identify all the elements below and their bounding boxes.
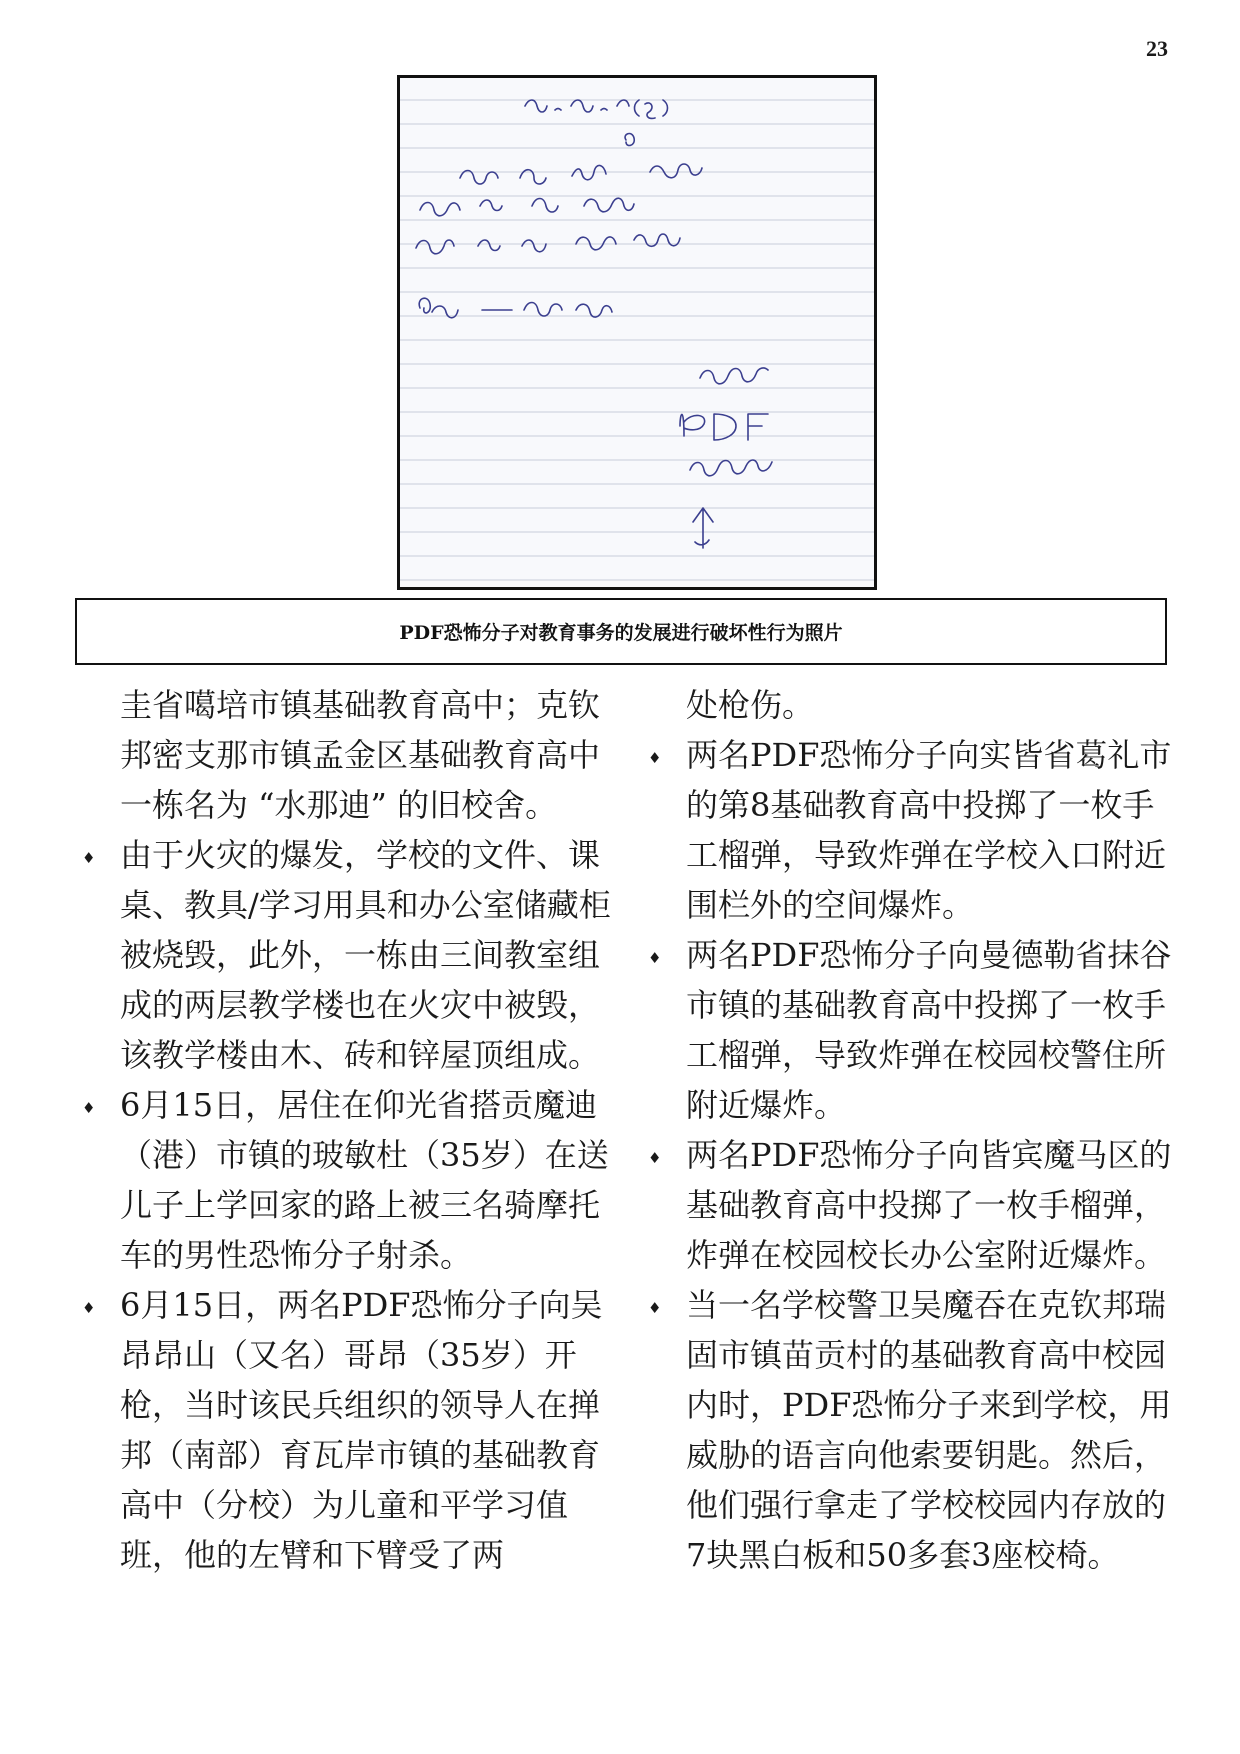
bullet-item-sagaing-grenade: ♦ 两名PDF恐怖分子向实皆省葛礼市的第8基础教育高中投掷了一枚手工榴弹，导致炸弹在学校入口附近围栏外的空间爆炸。 xyxy=(686,730,1186,930)
bullet-item-fire-damage: ♦ 由于火灾的爆发，学校的文件、课桌、教具/学习用具和办公室储藏柜被烧毁，此外，一栋由三间教室组成的两层教学楼也在火灾中被毁，该教学楼由木、砖和锌屋顶组成。 xyxy=(120,830,620,1080)
page-number: 23 xyxy=(1146,36,1168,61)
figure-caption: PDF恐怖分子对教育事务的发展进行破坏性行为照片 xyxy=(399,622,843,644)
left-column xyxy=(120,680,620,1580)
paragraph-continuation: 处枪伤。 xyxy=(686,686,815,724)
bullet-item-june15-shooting: ♦ 6月15日，居住在仰光省搭贡魔迪（港）市镇的玻敏杜（35岁）在送儿子上学回家的路上被三名骑摩托车的男性恐怖分子射杀。 xyxy=(120,1080,620,1280)
figure-caption-box xyxy=(75,598,1167,665)
handwritten-letter-photo xyxy=(397,75,877,590)
bullet-item-kachin-school-theft: ♦ 当一名学校警卫吴魔吞在克钦邦瑞固市镇苗贡村的基础教育高中校园内时，PDF恐怖分子来到学校，用威胁的语言向他索要钥匙。然后，他们强行拿走了学校校园内存放的7块黑白板和50多套3座校椅。 xyxy=(686,1280,1186,1580)
bullet-item-kyaukpadaung-grenade: ♦ 两名PDF恐怖分子向皆宾魔马区的基础教育高中投掷了一枚手榴弹，炸弹在校园校长办公室附近爆炸。 xyxy=(686,1130,1186,1280)
handwritten-letter-image xyxy=(400,78,874,587)
bullet-item-mandalay-grenade: ♦ 两名PDF恐怖分子向曼德勒省抹谷市镇的基础教育高中投掷了一枚手工榴弹，导致炸弹在校园校警住所附近爆炸。 xyxy=(686,930,1186,1130)
bullet-item-june15-militia-leader: ♦ 6月15日，两名PDF恐怖分子向吴昂昂山（又名）哥昂（35岁）开枪，当时该民兵组织的领导人在掸邦（南部）育瓦岸市镇的基础教育高中（分校）为儿童和平学习值班，他的左臂和下臂受了两 xyxy=(120,1280,620,1580)
right-column xyxy=(686,680,1186,1580)
paragraph-continuation: 圭省噶培市镇基础教育高中；克钦邦密支那市镇孟金区基础教育高中一栋名为 “水那迪” 的旧校舍。 xyxy=(120,686,601,824)
